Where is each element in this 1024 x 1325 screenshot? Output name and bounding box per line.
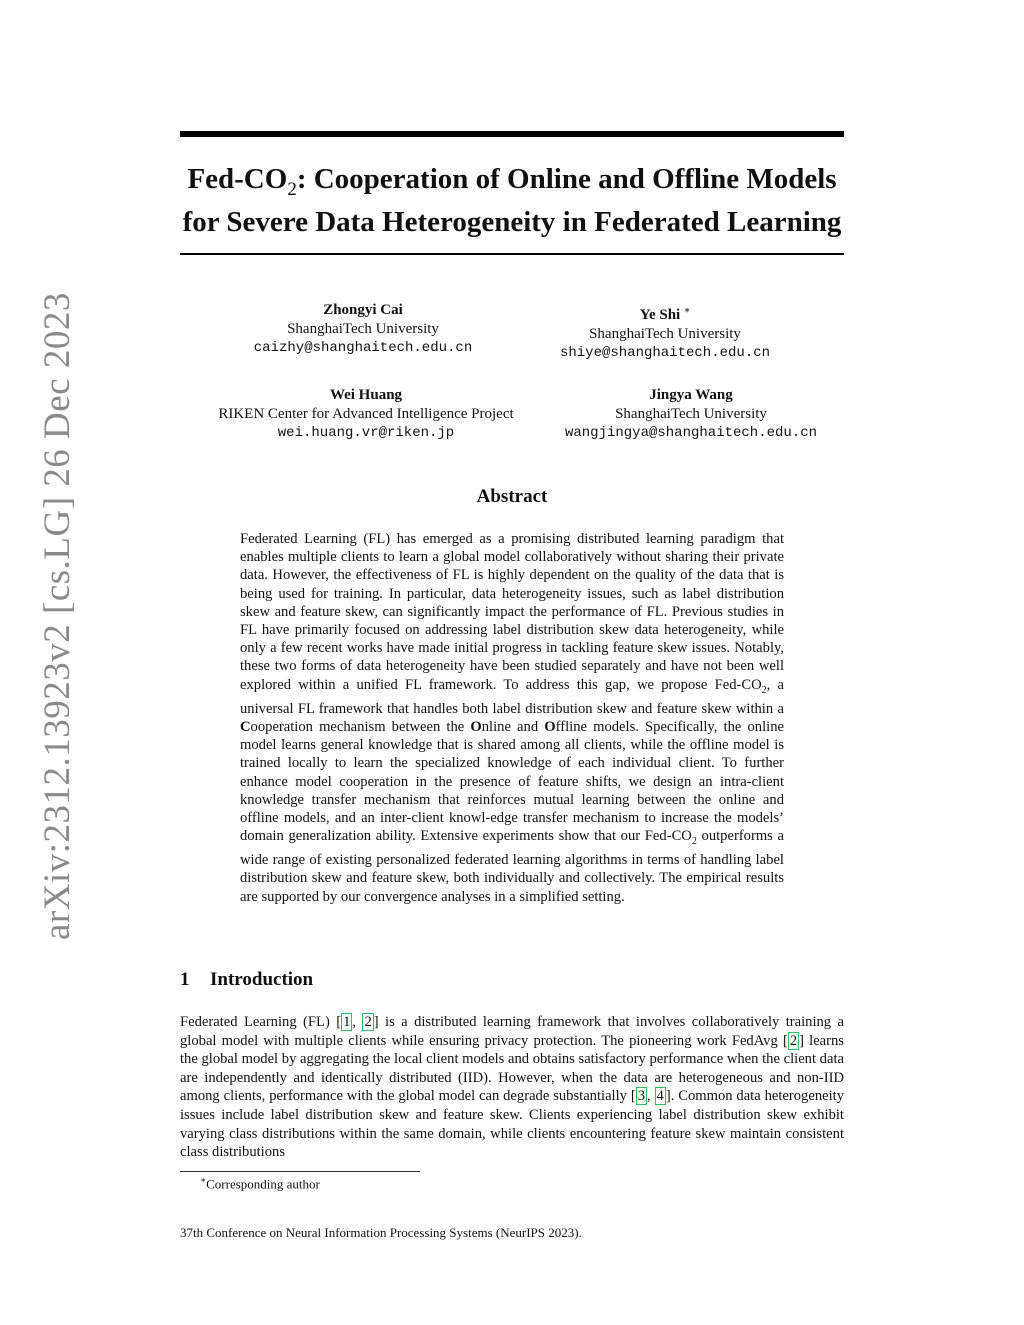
author-block [181,386,551,443]
section-heading [180,969,313,991]
title-top-rule [180,131,844,137]
corresponding-author-mark: ∗ [683,305,691,315]
author-affiliation: ShanghaiTech University [589,326,741,342]
citation-link[interactable]: 2 [789,1032,798,1049]
author-email[interactable]: wei.huang.vr@riken.jp [277,425,455,441]
footnote-mark: ∗ [200,1175,207,1185]
author-name: Zhongyi Cai [323,302,403,318]
arxiv-identifier[interactable]: arXiv:2312.13923v2 [cs.LG] 26 Dec 2023 [37,292,78,940]
citation-link[interactable]: 2 [364,1014,372,1030]
abstract-heading: Abstract [476,486,548,507]
author-affiliation: ShanghaiTech University [615,406,767,422]
footnote-rule [180,1171,420,1172]
section-number: 1 [180,969,190,990]
author-block [213,301,513,358]
author-affiliation: RIKEN Center for Advanced Intelligence Project [218,406,514,422]
section-title: Introduction [210,969,314,990]
citation-link[interactable]: 3 [637,1088,645,1105]
author-name: Ye Shi [639,307,681,323]
footnote-text: Corresponding author [206,1176,320,1192]
author-affiliation: ShanghaiTech University [287,321,439,337]
author-block [531,386,851,443]
abstract-body: Federated Learning (FL) has emerged as a promising distributed learning paradigm that enables multiple clients to learn a global model collaboratively without sharing their private data. However, the effectiveness of FL is highly dependent on the quality of the data that is being used for training. In particular, data heterogeneity issues, such as label distribution skew and feature skew, can significantly impact the performance of FL. Previous studies in FL have primarily focused on addressing label distribution skew data heterogeneity, while only a few recent works have made initial progress in tackling feature skew issues. Notably, these two forms of data heterogeneity have been studied separately and have not been well explored within a unified FL framework. To address this gap, we propose Fed-$CO_2$, a universal FL framework that handles both label distribution skew and feature skew within a Cooperation mechanism between the Online and Offline models. Specifically, the online model learns general knowledge that is shared among all clients, while the offline model is trained locally to learn the specialized knowledge of each individual client. To further enhance model cooperation in the presence of feature shifts, we design an intra-client knowledge transfer mechanism that reinforces mutual learning between the online and offline models, and an inter-client knowl-edge transfer mechanism to increase the models’ domain generalization ability. Extensive experiments show that our Fed-$CO_2$ outperforms a wide range of existing personalized federated learning algorithms in terms of handling label distribution skew and feature skew, both individually and collectively. The empirical results are supported by our convergence analyses in a simplified setting. [240,531,784,905]
author-name: Wei Huang [329,387,403,403]
author-email[interactable]: wangjingya@shanghaitech.edu.cn [564,425,818,441]
paper-title: Fed-$CO_2$: Cooperation of Online and Offline Models for Severe Data Heterogeneity in Federated Learning [182,163,842,238]
citation-link[interactable]: 4 [656,1088,664,1105]
author-email[interactable]: caizhy@shanghaitech.edu.cn [253,340,473,356]
author-name: Jingya Wang [649,387,733,403]
footnote [200,1175,320,1192]
title-bottom-rule [180,253,844,255]
author-block [515,301,815,363]
venue-note: 37th Conference on Neural Information Processing Systems (NeurIPS 2023). [180,1225,582,1240]
citation-link[interactable]: 1 [343,1014,351,1030]
author-email[interactable]: shiye@shanghaitech.edu.cn [559,345,771,361]
introduction-body: Federated Learning (FL) [ 1 , 2 ] is a distributed learning framework that involves collaboratively training a global model with multiple clients while ensuring privacy protection. The pioneering work FedAvg [ 2 ] learns the global model by aggregating the local client models and obtains satisfactory performance when the client data are independently and identically distributed (IID). However, when the data are heterogeneous and non-IID among clients, performance with the global model can degrade substantially [ 3 , 4 ]. Common data heterogeneity issues include label distribution skew and feature skew. Clients experiencing label distribution skew exhibit varying class distributions within the same domain, while clients encountering feature skew maintain consistent class distributions [180,1014,845,1161]
